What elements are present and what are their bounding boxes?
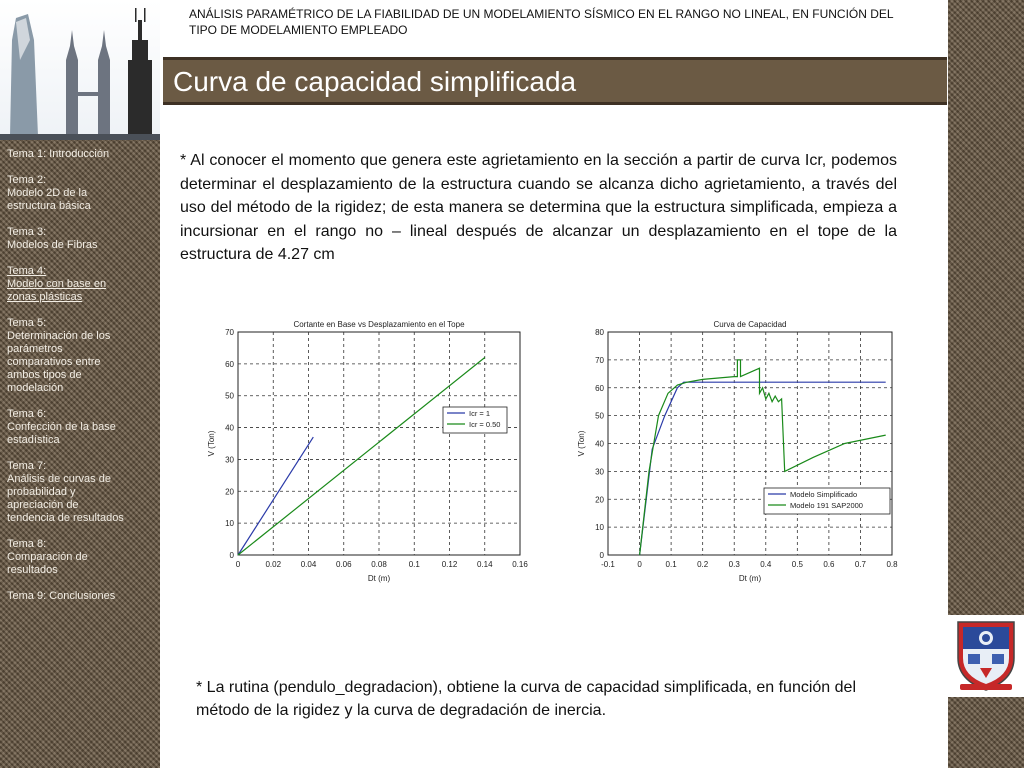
sidebar-item-label: estructura básica xyxy=(7,200,91,212)
sidebar-item-label: zonas plásticas xyxy=(7,291,83,303)
y-tick-label: 50 xyxy=(595,411,604,421)
sidebar-item-label: Tema 8: xyxy=(7,538,47,550)
chart-title: Cortante en Base vs Desplazamiento en el Tope xyxy=(293,320,465,329)
chart-curva-de-capacidad xyxy=(562,310,912,585)
sidebar-item-tema-1[interactable] xyxy=(7,148,154,161)
x-tick-label: 0.08 xyxy=(371,560,387,569)
y-tick-label: 40 xyxy=(595,439,604,449)
y-tick-label: 50 xyxy=(225,391,234,401)
y-tick-label: 70 xyxy=(225,328,234,337)
sidebar-item-label: Modelo 2D de la xyxy=(7,187,88,199)
x-tick-label: -0.1 xyxy=(601,560,615,569)
x-tick-label: 0.4 xyxy=(760,560,772,569)
sidebar-item-label: Tema 9: Conclusiones xyxy=(7,590,116,602)
skyline-image xyxy=(0,0,160,140)
slide-title-band xyxy=(163,57,947,105)
sidebar-item-label: Tema 6: xyxy=(7,408,47,420)
x-axis-label: Dt (m) xyxy=(738,574,762,583)
y-tick-label: 40 xyxy=(225,423,234,433)
sidebar-item-tema-5[interactable] xyxy=(7,317,154,395)
sidebar-item-label: comparativos entre xyxy=(7,356,101,368)
x-tick-label: 0.12 xyxy=(441,560,458,569)
sidebar-item-label: Análisis de curvas de xyxy=(7,473,111,485)
x-tick-label: 0.7 xyxy=(854,560,867,569)
sidebar-item-label: estadística xyxy=(7,434,60,446)
sidebar-item-tema-3[interactable] xyxy=(7,226,154,252)
y-tick-label: 70 xyxy=(595,355,604,365)
paragraph-rutina: * La rutina (pendulo_degradacion), obtiene la curva de capacidad simplificada, en función del método de la rigidez y la curva de degradación de inercia. xyxy=(196,679,856,719)
legend-label: Modelo Simplificado xyxy=(790,490,858,499)
x-tick-label: 0 xyxy=(637,560,642,569)
legend-label: Icr = 1 xyxy=(469,409,491,418)
institution-logo xyxy=(948,615,1024,697)
x-tick-label: 0.8 xyxy=(886,560,898,569)
y-tick-label: 10 xyxy=(225,519,234,529)
sidebar-item-label: Tema 3: xyxy=(7,226,47,238)
y-tick-label: 0 xyxy=(229,551,234,560)
sidebar-item-label: parámetros xyxy=(7,343,63,355)
y-axis-label: V (Ton) xyxy=(207,430,216,457)
sidebar-item-label: Modelos de Fibras xyxy=(7,239,98,251)
sidebar-item-label: Confección de la base xyxy=(7,421,116,433)
topic-navigation xyxy=(0,140,160,616)
y-tick-label: 60 xyxy=(595,383,604,393)
x-tick-label: 0.02 xyxy=(265,560,282,569)
sidebar-item-label: Tema 7: xyxy=(7,460,47,472)
sidebar-item-tema-4[interactable] xyxy=(7,265,154,304)
x-tick-label: 0.5 xyxy=(791,560,803,569)
paragraph-agrietamiento: * Al conocer el momento que genera este agrietamiento en la sección a partir de curva Icr, podemos determinar el desplazamiento de la estructura cuando se alcanza dicho agrietamiento, a través del uso del método de la rigidez; de esta manera se determina que la estructura simplificada, empieza a incursionar en el rango no – lineal después de alcanzar un desplazamiento en el tope de la estructura de 4.27 cm xyxy=(180,152,897,263)
x-tick-label: 0.6 xyxy=(823,560,835,569)
sidebar-item-label: modelación xyxy=(7,382,64,394)
x-tick-label: 0.06 xyxy=(335,560,352,569)
legend-label: Modelo 191 SAP2000 xyxy=(790,501,863,510)
sidebar-item-label: Tema 1: Introducción xyxy=(7,148,110,160)
sidebar-item-label: probabilidad y xyxy=(7,486,76,498)
sidebar-item-label: Tema 2: xyxy=(7,174,47,186)
x-tick-label: 0.1 xyxy=(665,560,677,569)
sidebar-item-tema-2[interactable] xyxy=(7,174,154,213)
sidebar-item-tema-6[interactable] xyxy=(7,408,154,447)
y-tick-label: 20 xyxy=(595,495,604,505)
sidebar-item-label: Tema 4: xyxy=(7,265,47,277)
sidebar-item-label: Determinación de los xyxy=(7,330,111,342)
y-tick-label: 10 xyxy=(595,523,604,533)
y-tick-label: 0 xyxy=(599,551,604,560)
x-tick-label: 0.16 xyxy=(512,560,528,569)
slide-title: Curva de capacidad simplificada xyxy=(173,66,577,97)
x-axis-label: Dt (m) xyxy=(367,574,391,583)
sidebar-item-label: Tema 5: xyxy=(7,317,47,329)
y-tick-label: 30 xyxy=(225,455,234,465)
sidebar-item-label: tendencia de resultados xyxy=(7,512,124,524)
sidebar-item-label: resultados xyxy=(7,564,58,576)
x-tick-label: 0.1 xyxy=(408,560,420,569)
presentation-header-title: ANÁLISIS PARAMÉTRICO DE LA FIABILIDAD DE UN MODELAMIENTO SÍSMICO EN EL RANGO NO LINEAL, EN FUNCIÓN DEL TIPO DE MODELAMIENTO EMPLEADO xyxy=(189,7,894,37)
y-tick-label: 80 xyxy=(595,328,604,337)
sidebar-item-tema-8[interactable] xyxy=(7,538,154,577)
y-tick-label: 60 xyxy=(225,359,234,369)
y-tick-label: 30 xyxy=(595,467,604,477)
sidebar-item-label: Comparación de xyxy=(7,551,88,563)
y-tick-label: 20 xyxy=(225,487,234,497)
x-tick-label: 0 xyxy=(235,560,241,569)
y-axis-label: V (Ton) xyxy=(577,430,586,457)
x-tick-label: 0.2 xyxy=(697,560,709,569)
sidebar-item-label: apreciación de xyxy=(7,499,79,511)
sidebar-item-tema-9[interactable] xyxy=(7,590,154,603)
x-tick-label: 0.04 xyxy=(300,560,317,569)
legend-label: Icr = 0.50 xyxy=(469,420,501,429)
sidebar-item-label: Modelo con base en xyxy=(7,278,107,290)
chart-cortante-vs-desplazamiento xyxy=(200,310,540,585)
x-tick-label: 0.3 xyxy=(728,560,740,569)
chart-title: Curva de Capacidad xyxy=(713,320,787,329)
sidebar-item-label: ambos tipos de xyxy=(7,369,82,381)
x-tick-label: 0.14 xyxy=(476,560,493,569)
sidebar-item-tema-7[interactable] xyxy=(7,460,154,525)
